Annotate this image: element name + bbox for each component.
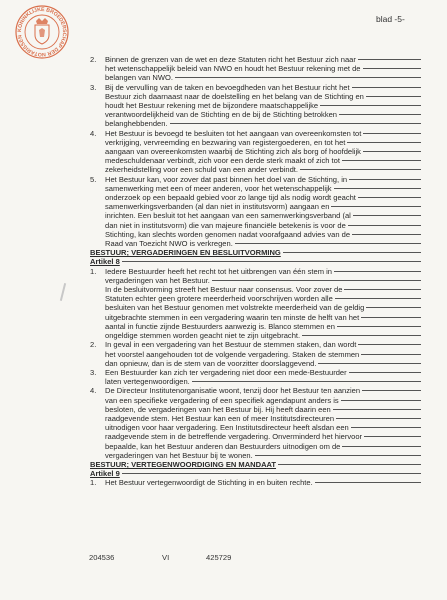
article-9-heading: Artikel 9	[90, 469, 421, 478]
text-line: bepaalde, kan het Bestuur anderen dan Bestuurders uitnodigen om de	[105, 442, 421, 451]
text-line: inrichten. Een besluit tot het aangaan van een samenwerkingsverband (al	[105, 211, 421, 220]
text-line: belanghebbenden.	[105, 119, 421, 128]
text-line: het voorstel aangehouden tot de volgende vergadering. Staken de stemmen	[105, 350, 421, 359]
text-line: In geval in een vergadering van het Bestuur de stemmen staken, dan wordt	[105, 340, 421, 349]
numbered-paragraph	[90, 368, 421, 386]
text-line: Iedere Bestuurder heeft het recht tot het uitbrengen van één stem in	[105, 267, 421, 276]
text-line: zekerheidstelling voor een schuld van een ander verbindt.	[105, 165, 421, 174]
text-line: Bestuur zich daarnaast naar de doelstelling en het belang van de Stichting en	[105, 92, 421, 101]
text-line: Binnen de grenzen van de wet en deze Statuten richt het Bestuur zich naar	[105, 55, 421, 64]
section-heading-representation: BESTUUR; VERTEGENWOORDIGING EN MANDAAT	[90, 460, 421, 469]
numbered-paragraph	[90, 478, 421, 487]
text-line: aantal in functie zijnde Bestuurders aanwezig is. Blanco stemmen en	[105, 322, 421, 331]
text-line: samenwerking met een of meer anderen, voor het wetenschappelijk	[105, 184, 421, 193]
text-line: Stichting, kan slechts worden genomen nadat voorafgaand advies van de	[105, 230, 421, 239]
text-line: Bij de vervulling van de taken en bevoegdheden van het Bestuur richt het	[105, 83, 421, 92]
footer-reference-number: 425729	[206, 553, 232, 562]
text-line: besloten, de vergaderingen van het Bestuur bij. Hij heeft daarin een	[105, 405, 421, 414]
text-line: besluiten van het Bestuur genomen met volstrekte meerderheid van de geldig	[105, 303, 421, 312]
text-line: ongeldige stemmen worden geacht niet te zijn uitgebracht.	[105, 331, 421, 340]
text-line: Raad van Toezicht NWO is verkregen.	[105, 239, 421, 248]
paragraph-number: 2.	[90, 55, 97, 64]
paragraph-number: 3.	[90, 82, 97, 92]
numbered-paragraph	[90, 83, 421, 129]
paragraph-text	[105, 267, 421, 341]
text-line: dan niet in institutsvorm) die van majeure financiële betekenis is voor de	[105, 221, 421, 230]
text-line: In de besluitvorming streeft het Bestuur naar consensus. Voor zover de	[105, 285, 421, 294]
paragraph-number: 4.	[90, 386, 97, 396]
paragraph-number: 4.	[90, 128, 97, 138]
paragraph-number: 1.	[90, 478, 97, 488]
numbered-paragraph	[90, 129, 421, 175]
paragraph-text	[105, 340, 421, 368]
paragraph-text	[105, 175, 421, 249]
text-line: aangaan van overeenkomsten waarbij de Stichting zich als borg of hoofdelijk	[105, 147, 421, 156]
paragraph-text	[105, 386, 421, 460]
paragraph-text	[105, 478, 421, 487]
text-line: van een specifieke vergadering of een specifiek agendapunt anders is	[105, 396, 421, 405]
paragraph-text	[105, 368, 421, 386]
numbered-paragraph	[90, 267, 421, 341]
paragraph-number: 1.	[90, 266, 97, 276]
text-line: Het Bestuur kan, voor zover dat past binnen het doel van de Stichting, in	[105, 175, 421, 184]
paragraph-text	[105, 83, 421, 129]
text-line: Het Bestuur is bevoegd te besluiten tot het aangaan van overeenkomsten tot	[105, 129, 421, 138]
text-line: het wetenschappelijk beleid van NWO en houdt het Bestuur rekening met de	[105, 64, 421, 73]
text-line: uitgebrachte stemmen in een vergadering waarin ten minste de helft van het	[105, 313, 421, 322]
margin-mark	[60, 283, 66, 301]
text-line: samenwerkingsverbanden (al dan niet in institutsvorm) aangaan en	[105, 202, 421, 211]
notary-seal-logo	[14, 4, 70, 60]
text-line: Het Bestuur vertegenwoordigt de Stichting in en buiten rechte.	[105, 478, 421, 487]
text-line: Statuten echter geen grotere meerderheid voorschrijven worden alle	[105, 294, 421, 303]
text-line: verkrijging, vervreemding en bezwaring van registergoederen, en tot het	[105, 138, 421, 147]
paragraph-number: 5.	[90, 174, 97, 184]
article-8-heading: Artikel 8	[90, 257, 421, 266]
text-line: Een Bestuurder kan zich ter vergadering niet door een mede-Bestuurder	[105, 368, 421, 377]
numbered-paragraph	[90, 175, 421, 249]
section-heading-meetings: BESTUUR; VERGADERINGEN EN BESLUITVORMING	[90, 248, 421, 257]
text-line: raadgevende stem. Het Bestuur kan een of meer Institutsdirecteuren	[105, 414, 421, 423]
document-body	[90, 55, 421, 488]
text-line: dan opnieuw, dan is de stem van de voorzitter doorslaggevend.	[105, 359, 421, 368]
text-line: houdt het Bestuur rekening met de bijzondere maatschappelijke	[105, 101, 421, 110]
text-line: onderzoek op een bepaald gebied voor zo lange tijd als nodig wordt geacht	[105, 193, 421, 202]
text-line: raadgevende stem in de betreffende vergadering. Onverminderd het hiervoor	[105, 432, 421, 441]
numbered-paragraph	[90, 386, 421, 460]
paragraph-number: 3.	[90, 367, 97, 377]
svg-text:KONINKLIJKE BROEDERSCHAP DER: KONINKLIJKE BROEDERSCHAP DER NOTARISSEN	[16, 6, 68, 58]
text-line: belangen van NWO.	[105, 73, 421, 82]
text-line: medeschuldenaar verbindt, zich voor een derde sterk maakt of zich tot	[105, 156, 421, 165]
paragraph-number: 2.	[90, 340, 97, 350]
text-line: laten vertegenwoordigen.	[105, 377, 421, 386]
text-line: uitnodigen voor haar vergadering. Een Institutsdirecteur heeft alsdan een	[105, 423, 421, 432]
text-line: vergaderingen van het Bestuur bij te wonen.	[105, 451, 421, 460]
footer-deed-number: 204536	[89, 553, 115, 562]
paragraph-text	[105, 129, 421, 175]
numbered-paragraph	[90, 55, 421, 83]
text-line: De Directeur Institutenorganisatie woont, tenzij door het Bestuur ten aanzien	[105, 386, 421, 395]
text-line: vergaderingen van het Bestuur.	[105, 276, 421, 285]
page-number: blad -5-	[376, 14, 405, 24]
paragraph-text	[105, 55, 421, 83]
numbered-paragraph	[90, 340, 421, 368]
text-line: verantwoordelijkheid van de Stichting en de bij de Stichting betrokken	[105, 110, 421, 119]
footer-roman-numeral: VI	[162, 553, 170, 562]
